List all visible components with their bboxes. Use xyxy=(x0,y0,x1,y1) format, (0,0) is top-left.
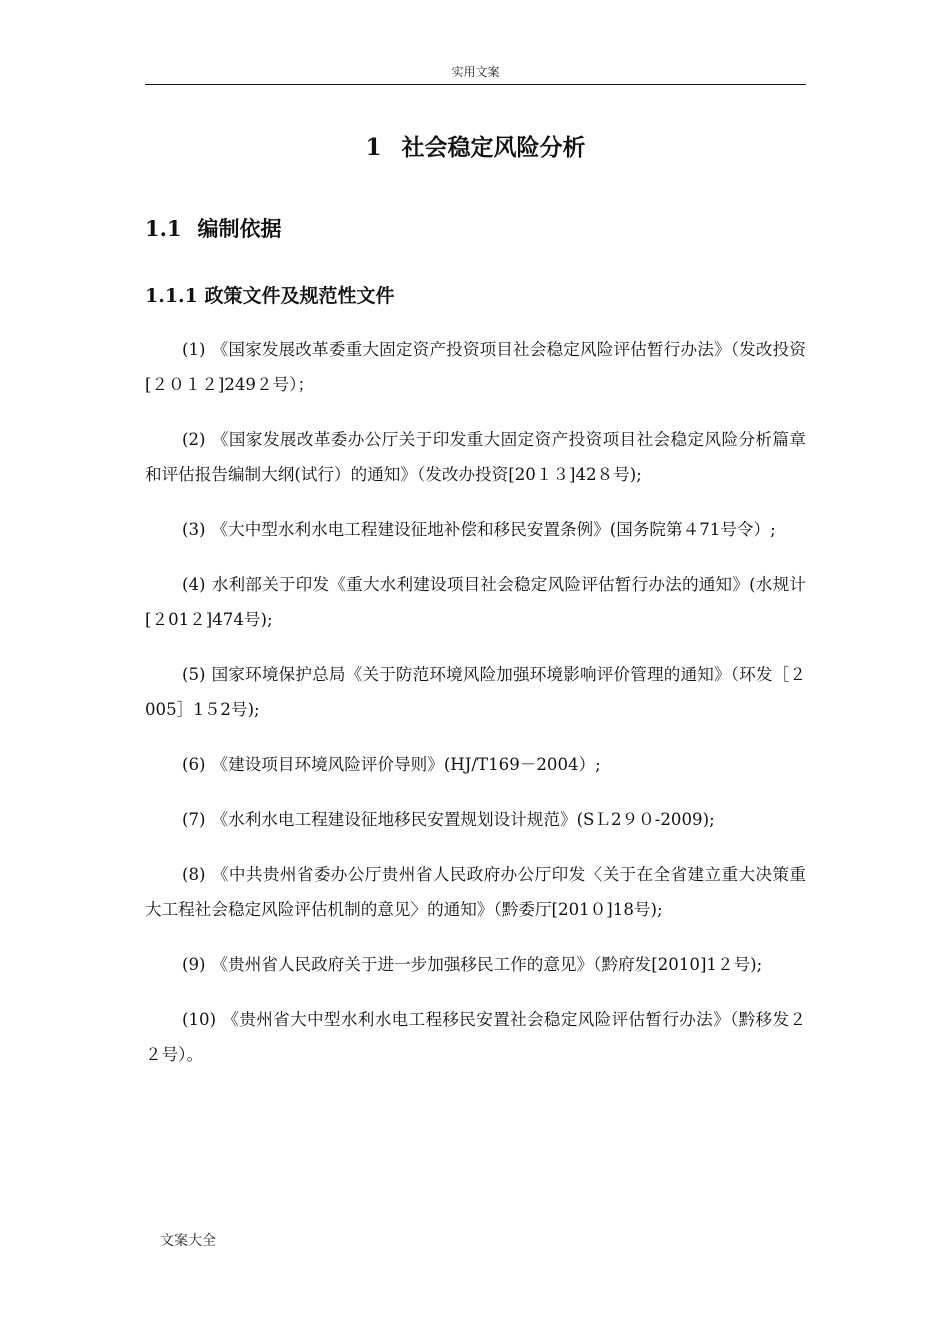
subsection-heading: 1.1.1 政策文件及规范性文件 xyxy=(145,285,395,307)
item-text: 《中共贵州省委办公厅贵州省人民政府办公厅印发〈关于在全省建立重大决策重大工程社会稳定风险评估机制的意见〉的通知》（黔委厅[201０]18号); xyxy=(145,865,806,919)
item-text: 《国家发展改革委办公厅关于印发重大固定资产投资项目社会稳定风险分析篇章和评估报告编制大纲(试行）的通知》（发改办投资[20１３]42８号); xyxy=(145,430,806,484)
item-text: 水利部关于印发《重大水利建设项目社会稳定风险评估暂行办法的通知》(水规计[２01２]474号); xyxy=(145,575,806,629)
item-text: 国家环境保护总局《关于防范环境风险加强环境影响评价管理的通知》（环发［２005］1５2号); xyxy=(145,665,806,719)
list-item xyxy=(145,567,806,637)
chapter-title: 社会稳定风险分析 xyxy=(401,134,586,161)
item-text: 《大中型水利水电工程建设征地补偿和移民安置条例》(国务院第４71号令）; xyxy=(211,520,776,539)
page-header: 实用文案 xyxy=(451,65,500,79)
chapter-heading xyxy=(145,132,806,164)
item-index: (4) xyxy=(182,575,206,594)
list-item xyxy=(145,422,806,492)
item-index: (8) xyxy=(182,865,206,884)
header-divider xyxy=(145,84,806,85)
list-item xyxy=(145,802,806,837)
chapter-number: 1 xyxy=(365,134,382,161)
section-number: 1.1 xyxy=(145,216,182,241)
item-index: (3) xyxy=(182,520,206,539)
item-text: 《国家发展改革委重大固定资产投资项目社会稳定风险评估暂行办法》（发改投资[２０１２]249２号）； xyxy=(145,340,806,394)
item-index: (6) xyxy=(182,755,206,774)
item-text: 《贵州省人民政府关于进一步加强移民工作的意见》（黔府发[2010]1２号); xyxy=(211,955,763,974)
item-index: (1) xyxy=(182,340,206,359)
section-heading xyxy=(145,214,282,244)
list-item xyxy=(145,857,806,927)
list-item xyxy=(145,947,806,982)
reference-list xyxy=(145,332,806,1092)
list-item xyxy=(145,747,806,782)
item-index: (5) xyxy=(182,665,206,684)
item-index: (7) xyxy=(182,810,206,829)
section-title: 编制依据 xyxy=(197,216,282,241)
item-index: (10) xyxy=(182,1010,217,1029)
item-index: (9) xyxy=(182,955,206,974)
page-footer: 文案大全 xyxy=(160,1233,216,1249)
list-item xyxy=(145,512,806,547)
list-item xyxy=(145,657,806,727)
item-text: 《建设项目环境风险评价导则》(HJ/T169－2004）; xyxy=(211,755,601,774)
item-index: (2) xyxy=(182,430,206,449)
item-text: 《水利水电工程建设征地移民安置规划设计规范》(SＬ2９０-2009); xyxy=(211,810,715,829)
item-text: 《贵州省大中型水利水电工程移民安置社会稳定风险评估暂行办法》（黔移发２２号）。 xyxy=(145,1010,806,1064)
list-item xyxy=(145,332,806,402)
list-item xyxy=(145,1002,806,1072)
